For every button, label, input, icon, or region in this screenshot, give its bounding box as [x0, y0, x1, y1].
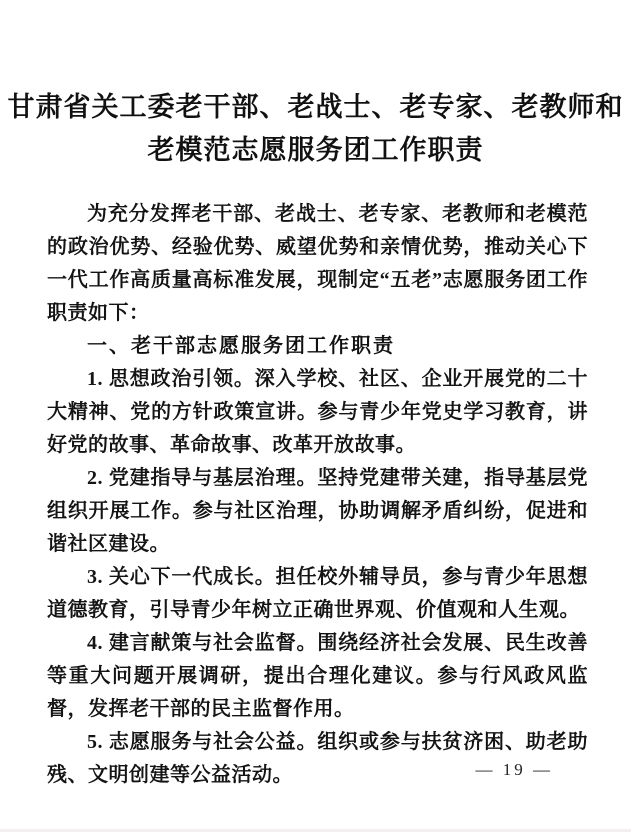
page-number: — 19 —: [475, 760, 553, 779]
duty-item-3: 3. 关心下一代成长。担任校外辅导员，参与青少年思想道德教育，引导青少年树立正确世界观、价值观和人生观。: [47, 566, 588, 621]
document-title: [0, 0, 631, 172]
document-title-line-1: 甘肃省关工委老干部、老战士、老专家、老教师和: [7, 92, 624, 122]
duty-item-2: 2. 党建指导与基层治理。坚持党建带关建，指导基层党组织开展工作。参与社区治理，协助调解矛盾纠纷，促进和谐社区建设。: [47, 467, 588, 555]
duty-item-1: 1. 思想政治引领。深入学校、社区、企业开展党的二十大精神、党的方针政策宣讲。参与青少年党史学习教育，讲好党的故事、革命故事、改革开放故事。: [47, 368, 588, 456]
duty-item-5: 5. 志愿服务与社会公益。组织或参与扶贫济困、助老助残、文明创建等公益活动。: [47, 731, 588, 786]
document-title-line-2: 老模范志愿服务团工作职责: [147, 135, 484, 165]
document-body: [47, 198, 588, 792]
intro-paragraph: 为充分发挥老干部、老战士、老专家、老教师和老模范的政治优势、经验优势、威望优势和亲情优势，推动关心下一代工作高质量高标准发展，现制定“五老”志愿服务团工作职责如下：: [47, 203, 588, 324]
section-heading-1: 一、老干部志愿服务团工作职责: [87, 335, 395, 357]
duty-item-4: 4. 建言献策与社会监督。围绕经济社会发展、民生改善等重大问题开展调研，提出合理化建议。参与行风政风监督，发挥老干部的民主监督作用。: [47, 632, 588, 720]
